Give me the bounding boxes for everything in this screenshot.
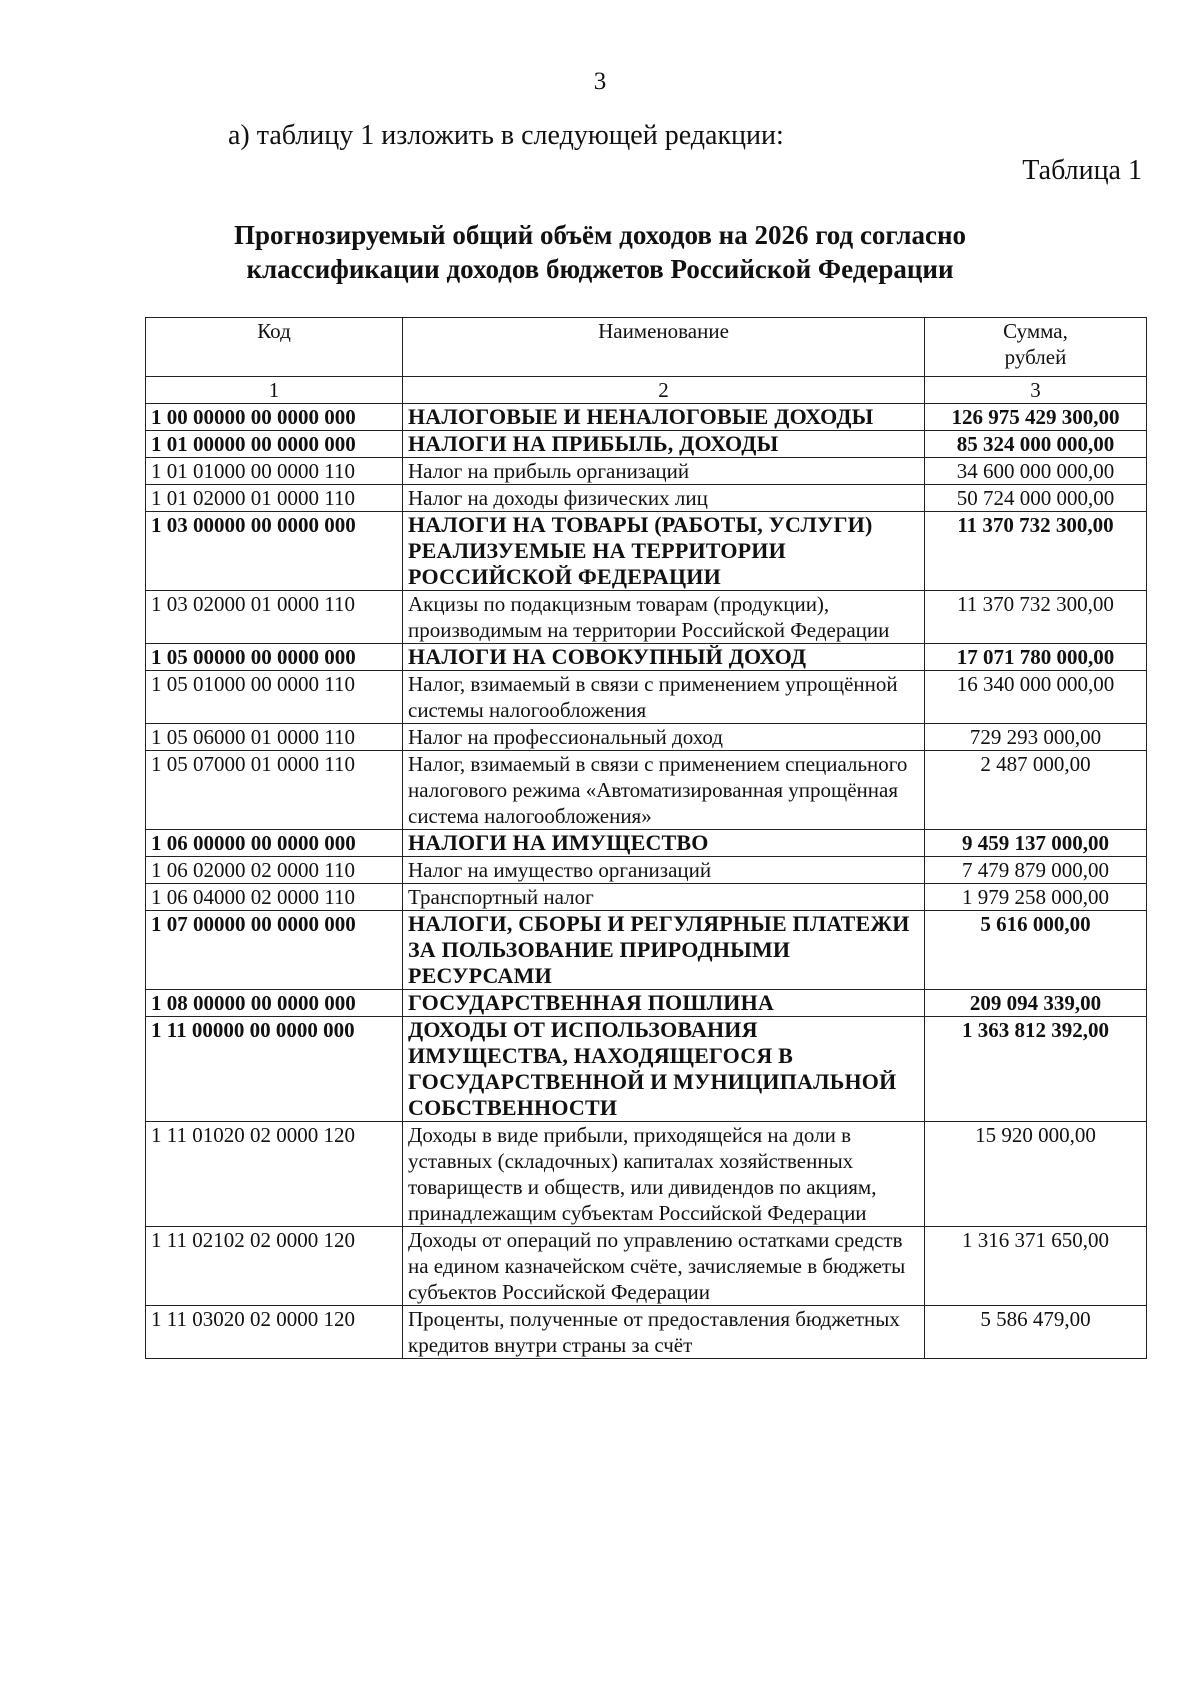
name-cell: НАЛОГИ НА ИМУЩЕСТВО (403, 830, 925, 857)
code-cell: 1 11 03020 02 0000 120 (146, 1306, 403, 1359)
table-row (146, 1017, 1147, 1122)
name-cell: Налог на прибыль организаций (403, 458, 925, 485)
amount-cell: 17 071 780 000,00 (925, 644, 1147, 671)
table-title-line-2: классификации доходов бюджетов Российской Федерации (246, 254, 954, 284)
amount-cell: 5 586 479,00 (925, 1306, 1147, 1359)
name-cell: Налог на доходы физических лиц (403, 485, 925, 512)
code-cell: 1 06 00000 00 0000 000 (146, 830, 403, 857)
amount-cell: 5 616 000,00 (925, 911, 1147, 990)
amount-cell: 50 724 000 000,00 (925, 485, 1147, 512)
amount-cell: 1 316 371 650,00 (925, 1227, 1147, 1306)
name-cell: Доходы в виде прибыли, приходящейся на доли в уставных (складочных) капиталах хозяйственных товариществ и обществ, или дивидендов по акциям, принадлежащим субъектам Российской Федерации (403, 1122, 925, 1227)
table-row (146, 671, 1147, 724)
table-row (146, 751, 1147, 830)
table-row (146, 911, 1147, 990)
amount-cell: 7 479 879 000,00 (925, 857, 1147, 884)
code-cell: 1 01 01000 00 0000 110 (146, 458, 403, 485)
name-cell: Транспортный налог (403, 884, 925, 911)
table-row (146, 857, 1147, 884)
name-cell: НАЛОГОВЫЕ И НЕНАЛОГОВЫЕ ДОХОДЫ (403, 404, 925, 431)
name-cell: НАЛОГИ НА СОВОКУПНЫЙ ДОХОД (403, 644, 925, 671)
name-cell: НАЛОГИ, СБОРЫ И РЕГУЛЯРНЫЕ ПЛАТЕЖИ ЗА ПОЛЬЗОВАНИЕ ПРИРОДНЫМИ РЕСУРСАМИ (403, 911, 925, 990)
code-cell: 1 01 00000 00 0000 000 (146, 431, 403, 458)
table-row (146, 458, 1147, 485)
code-cell: 1 11 01020 02 0000 120 (146, 1122, 403, 1227)
table-row (146, 431, 1147, 458)
name-cell: Акцизы по подакцизным товарам (продукции), производимым на территории Российской Федерации (403, 591, 925, 644)
table-row (146, 724, 1147, 751)
header-amount-line-1: Сумма, (1003, 319, 1068, 343)
name-cell: Доходы от операций по управлению остатками средств на едином казначейском счёте, зачисляемые в бюджеты субъектов Российской Федерации (403, 1227, 925, 1306)
table-title-line-1: Прогнозируемый общий объём доходов на 2026 год согласно (233, 220, 967, 250)
table-row (146, 1227, 1147, 1306)
amount-cell: 209 094 339,00 (925, 990, 1147, 1017)
table-row (146, 512, 1147, 591)
table-label: Таблица 1 (1022, 155, 1142, 186)
column-number: 2 (403, 377, 925, 404)
code-cell: 1 11 00000 00 0000 000 (146, 1017, 403, 1122)
table-row (146, 644, 1147, 671)
name-cell: Налог, взимаемый в связи с применением упрощённой системы налогообложения (403, 671, 925, 724)
header-amount-line-2: рублей (1004, 345, 1067, 369)
amount-cell: 126 975 429 300,00 (925, 404, 1147, 431)
table-row (146, 884, 1147, 911)
header-amount (925, 318, 1147, 377)
header-code: Код (146, 318, 403, 377)
amount-cell: 9 459 137 000,00 (925, 830, 1147, 857)
code-cell: 1 05 07000 01 0000 110 (146, 751, 403, 830)
code-cell: 1 05 01000 00 0000 110 (146, 671, 403, 724)
intro-text: а) таблицу 1 изложить в следующей редакции: (228, 120, 784, 151)
amount-cell: 1 979 258 000,00 (925, 884, 1147, 911)
code-cell: 1 08 00000 00 0000 000 (146, 990, 403, 1017)
amount-cell: 729 293 000,00 (925, 724, 1147, 751)
amount-cell: 85 324 000 000,00 (925, 431, 1147, 458)
name-cell: Налог, взимаемый в связи с применением специального налогового режима «Автоматизированная упрощённая система налогообложения» (403, 751, 925, 830)
column-number: 3 (925, 377, 1147, 404)
table-row (146, 830, 1147, 857)
table-row (146, 1122, 1147, 1227)
table-header-row (146, 318, 1147, 377)
name-cell: ГОСУДАРСТВЕННАЯ ПОШЛИНА (403, 990, 925, 1017)
table-row (146, 404, 1147, 431)
amount-cell: 34 600 000 000,00 (925, 458, 1147, 485)
header-name: Наименование (403, 318, 925, 377)
table-row (146, 990, 1147, 1017)
code-cell: 1 05 00000 00 0000 000 (146, 644, 403, 671)
code-cell: 1 05 06000 01 0000 110 (146, 724, 403, 751)
table-row (146, 485, 1147, 512)
column-number: 1 (146, 377, 403, 404)
name-cell: Налог на профессиональный доход (403, 724, 925, 751)
code-cell: 1 03 00000 00 0000 000 (146, 512, 403, 591)
code-cell: 1 06 04000 02 0000 110 (146, 884, 403, 911)
code-cell: 1 07 00000 00 0000 000 (146, 911, 403, 990)
column-number-row (146, 377, 1147, 404)
code-cell: 1 01 02000 01 0000 110 (146, 485, 403, 512)
table-title (150, 218, 1050, 286)
page-number: 3 (593, 68, 607, 95)
amount-cell: 2 487 000,00 (925, 751, 1147, 830)
table-row (146, 1306, 1147, 1359)
code-cell: 1 11 02102 02 0000 120 (146, 1227, 403, 1306)
name-cell: Проценты, полученные от предоставления бюджетных кредитов внутри страны за счёт (403, 1306, 925, 1359)
table-row (146, 591, 1147, 644)
name-cell: НАЛОГИ НА ПРИБЫЛЬ, ДОХОДЫ (403, 431, 925, 458)
code-cell: 1 03 02000 01 0000 110 (146, 591, 403, 644)
amount-cell: 11 370 732 300,00 (925, 591, 1147, 644)
name-cell: Налог на имущество организаций (403, 857, 925, 884)
amount-cell: 11 370 732 300,00 (925, 512, 1147, 591)
code-cell: 1 00 00000 00 0000 000 (146, 404, 403, 431)
code-cell: 1 06 02000 02 0000 110 (146, 857, 403, 884)
name-cell: ДОХОДЫ ОТ ИСПОЛЬЗОВАНИЯ ИМУЩЕСТВА, НАХОДЯЩЕГОСЯ В ГОСУДАРСТВЕННОЙ И МУНИЦИПАЛЬНОЙ СОБСТВЕННОСТИ (403, 1017, 925, 1122)
revenue-table (145, 317, 1147, 1359)
name-cell: НАЛОГИ НА ТОВАРЫ (РАБОТЫ, УСЛУГИ) РЕАЛИЗУЕМЫЕ НА ТЕРРИТОРИИ РОССИЙСКОЙ ФЕДЕРАЦИИ (403, 512, 925, 591)
amount-cell: 16 340 000 000,00 (925, 671, 1147, 724)
amount-cell: 1 363 812 392,00 (925, 1017, 1147, 1122)
amount-cell: 15 920 000,00 (925, 1122, 1147, 1227)
